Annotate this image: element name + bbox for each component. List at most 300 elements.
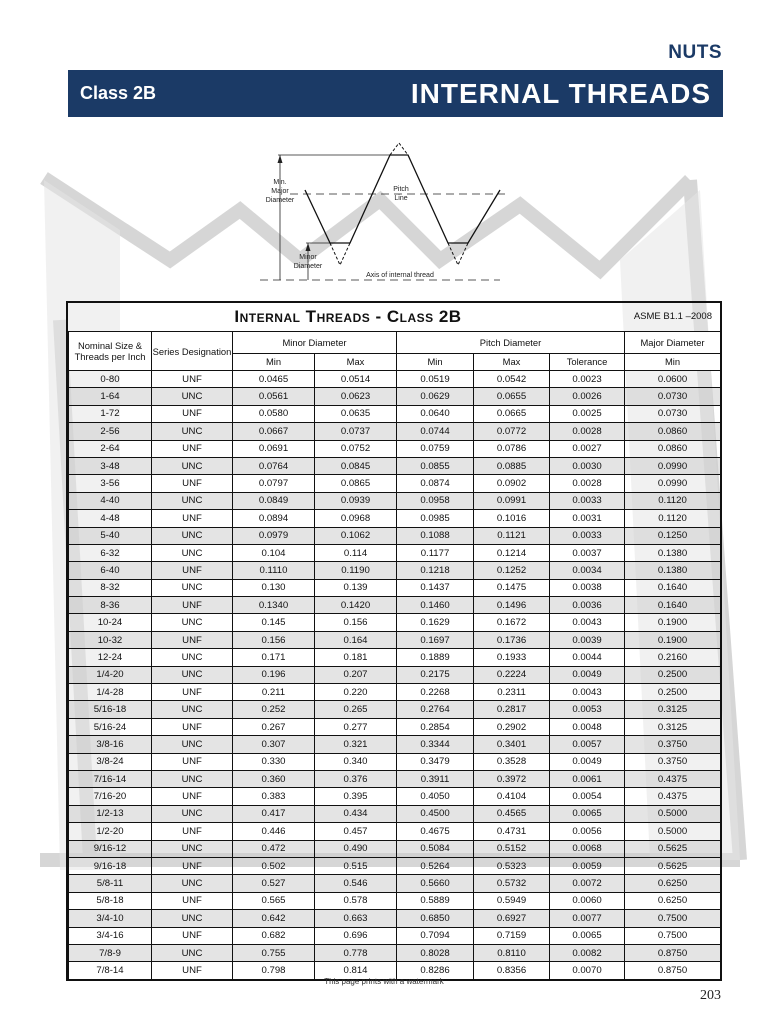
table-title: Internal Threads - Class 2B [234, 307, 462, 326]
cell-minor-max: 0.1190 [315, 562, 397, 579]
cell-pitch-max: 0.0902 [474, 475, 550, 492]
header-minor-min: Min [233, 353, 315, 370]
cell-major-min: 0.5000 [625, 823, 721, 840]
cell-pitch-min: 0.0629 [397, 388, 474, 405]
cell-minor-max: 0.546 [315, 875, 397, 892]
cell-pitch-max: 0.0665 [474, 405, 550, 422]
cell-nominal-size: 7/16-20 [69, 788, 152, 805]
cell-minor-min: 0.145 [233, 614, 315, 631]
cell-major-min: 0.0860 [625, 423, 721, 440]
cell-major-min: 0.3750 [625, 753, 721, 770]
cell-minor-min: 0.527 [233, 875, 315, 892]
cell-major-min: 0.0730 [625, 388, 721, 405]
cell-minor-min: 0.104 [233, 544, 315, 561]
cell-nominal-size: 1/4-28 [69, 684, 152, 701]
cell-minor-max: 0.778 [315, 944, 397, 961]
cell-pitch-max: 0.7159 [474, 927, 550, 944]
cell-major-min: 0.8750 [625, 944, 721, 961]
cell-nominal-size: 7/16-14 [69, 770, 152, 787]
cell-tolerance: 0.0082 [550, 944, 625, 961]
cell-major-min: 0.7500 [625, 927, 721, 944]
cell-major-min: 0.6250 [625, 875, 721, 892]
cell-minor-min: 0.682 [233, 927, 315, 944]
cell-nominal-size: 3/4-10 [69, 910, 152, 927]
cell-pitch-max: 0.0786 [474, 440, 550, 457]
cell-minor-min: 0.360 [233, 770, 315, 787]
cell-tolerance: 0.0023 [550, 371, 625, 388]
cell-series: UNF [152, 718, 233, 735]
title-banner [68, 70, 723, 117]
cell-series: UNC [152, 701, 233, 718]
table-row [69, 701, 721, 718]
cell-major-min: 0.6250 [625, 892, 721, 909]
cell-minor-max: 0.156 [315, 614, 397, 631]
cell-pitch-min: 0.0519 [397, 371, 474, 388]
cell-pitch-max: 0.4731 [474, 823, 550, 840]
cell-major-min: 0.0860 [625, 440, 721, 457]
cell-minor-min: 0.0667 [233, 423, 315, 440]
table-row [69, 544, 721, 561]
cell-minor-max: 0.1420 [315, 597, 397, 614]
cell-series: UNC [152, 457, 233, 474]
cell-minor-max: 0.0939 [315, 492, 397, 509]
cell-minor-min: 0.446 [233, 823, 315, 840]
cell-major-min: 0.3125 [625, 701, 721, 718]
cell-minor-min: 0.330 [233, 753, 315, 770]
cell-nominal-size: 1-72 [69, 405, 152, 422]
cell-minor-min: 0.383 [233, 788, 315, 805]
cell-series: UNC [152, 910, 233, 927]
cell-major-min: 0.0990 [625, 457, 721, 474]
cell-minor-max: 0.220 [315, 684, 397, 701]
cell-pitch-max: 0.4565 [474, 805, 550, 822]
header-nominal: Nominal Size & Threads per Inch [69, 332, 152, 371]
cell-tolerance: 0.0057 [550, 736, 625, 753]
cell-nominal-size: 1/2-20 [69, 823, 152, 840]
cell-major-min: 0.1380 [625, 562, 721, 579]
table-row [69, 736, 721, 753]
page-title: INTERNAL THREADS [410, 78, 711, 109]
cell-pitch-min: 0.4675 [397, 823, 474, 840]
cell-series: UNF [152, 631, 233, 648]
table-row [69, 944, 721, 961]
cell-tolerance: 0.0037 [550, 544, 625, 561]
cell-tolerance: 0.0030 [550, 457, 625, 474]
cell-tolerance: 0.0036 [550, 597, 625, 614]
cell-minor-max: 0.265 [315, 701, 397, 718]
cell-major-min: 0.2500 [625, 666, 721, 683]
axis-label: Axis of internal thread [366, 272, 434, 279]
cell-nominal-size: 9/16-12 [69, 840, 152, 857]
cell-tolerance: 0.0027 [550, 440, 625, 457]
table-row [69, 475, 721, 492]
table-row [69, 840, 721, 857]
cell-minor-max: 0.395 [315, 788, 397, 805]
cell-series: UNC [152, 649, 233, 666]
cell-major-min: 0.1640 [625, 579, 721, 596]
cell-minor-max: 0.663 [315, 910, 397, 927]
table-row [69, 597, 721, 614]
cell-pitch-min: 0.6850 [397, 910, 474, 927]
cell-nominal-size: 4-40 [69, 492, 152, 509]
cell-minor-max: 0.0514 [315, 371, 397, 388]
table-row [69, 805, 721, 822]
cell-major-min: 0.1250 [625, 527, 721, 544]
header-pitch-diameter: Pitch Diameter [397, 332, 625, 354]
cell-series: UNF [152, 684, 233, 701]
cell-tolerance: 0.0034 [550, 562, 625, 579]
cell-pitch-max: 0.2902 [474, 718, 550, 735]
cell-tolerance: 0.0060 [550, 892, 625, 909]
min-major-diameter-label-3: Diameter [265, 197, 295, 204]
cell-minor-min: 0.0849 [233, 492, 315, 509]
cell-pitch-max: 0.8356 [474, 962, 550, 979]
cell-pitch-min: 0.8028 [397, 944, 474, 961]
cell-minor-min: 0.1110 [233, 562, 315, 579]
cell-series: UNC [152, 805, 233, 822]
header-major-diameter: Major Diameter [625, 332, 721, 354]
cell-nominal-size: 3-56 [69, 475, 152, 492]
cell-minor-max: 0.181 [315, 649, 397, 666]
cell-series: UNF [152, 823, 233, 840]
table-row [69, 614, 721, 631]
table-row [69, 371, 721, 388]
section-label: NUTS [668, 42, 722, 63]
cell-nominal-size: 10-24 [69, 614, 152, 631]
cell-pitch-max: 0.0542 [474, 371, 550, 388]
cell-series: UNF [152, 892, 233, 909]
cell-pitch-min: 0.3911 [397, 770, 474, 787]
cell-series: UNF [152, 788, 233, 805]
cell-minor-max: 0.515 [315, 857, 397, 874]
header-pitch-max: Max [474, 353, 550, 370]
cell-pitch-max: 0.5152 [474, 840, 550, 857]
cell-series: UNF [152, 857, 233, 874]
cell-pitch-max: 0.3528 [474, 753, 550, 770]
cell-pitch-max: 0.6927 [474, 910, 550, 927]
cell-minor-max: 0.277 [315, 718, 397, 735]
thread-data-table [68, 331, 721, 980]
cell-minor-min: 0.1340 [233, 597, 315, 614]
cell-minor-max: 0.457 [315, 823, 397, 840]
cell-minor-min: 0.642 [233, 910, 315, 927]
cell-minor-max: 0.0635 [315, 405, 397, 422]
cell-minor-min: 0.171 [233, 649, 315, 666]
cell-series: UNC [152, 840, 233, 857]
cell-nominal-size: 1-64 [69, 388, 152, 405]
table-row [69, 753, 721, 770]
cell-pitch-min: 0.0640 [397, 405, 474, 422]
cell-nominal-size: 5/8-11 [69, 875, 152, 892]
table-row [69, 510, 721, 527]
cell-major-min: 0.0990 [625, 475, 721, 492]
cell-tolerance: 0.0065 [550, 927, 625, 944]
cell-pitch-max: 0.1475 [474, 579, 550, 596]
cell-pitch-min: 0.2268 [397, 684, 474, 701]
cell-nominal-size: 3-48 [69, 457, 152, 474]
min-major-diameter-label: Min. [273, 179, 287, 186]
page-number: 203 [700, 988, 721, 1003]
cell-tolerance: 0.0039 [550, 631, 625, 648]
table-row [69, 892, 721, 909]
cell-minor-min: 0.417 [233, 805, 315, 822]
cell-pitch-min: 0.4500 [397, 805, 474, 822]
cell-series: UNC [152, 736, 233, 753]
cell-minor-max: 0.696 [315, 927, 397, 944]
watermark-note: This page prints with a watermark [324, 977, 444, 986]
cell-series: UNC [152, 875, 233, 892]
cell-nominal-size: 9/16-18 [69, 857, 152, 874]
cell-series: UNC [152, 388, 233, 405]
min-major-diameter-label-2: Major [271, 188, 289, 195]
cell-minor-max: 0.114 [315, 544, 397, 561]
cell-series: UNF [152, 562, 233, 579]
cell-minor-min: 0.755 [233, 944, 315, 961]
cell-tolerance: 0.0043 [550, 614, 625, 631]
table-row [69, 649, 721, 666]
table-row [69, 579, 721, 596]
cell-minor-min: 0.0561 [233, 388, 315, 405]
cell-major-min: 0.4375 [625, 788, 721, 805]
cell-major-min: 0.3125 [625, 718, 721, 735]
cell-tolerance: 0.0061 [550, 770, 625, 787]
cell-minor-min: 0.0797 [233, 475, 315, 492]
cell-pitch-min: 0.1177 [397, 544, 474, 561]
cell-pitch-max: 0.0772 [474, 423, 550, 440]
cell-series: UNF [152, 371, 233, 388]
cell-minor-max: 0.0752 [315, 440, 397, 457]
cell-minor-min: 0.0764 [233, 457, 315, 474]
cell-minor-max: 0.0845 [315, 457, 397, 474]
cell-nominal-size: 5-40 [69, 527, 152, 544]
cell-major-min: 0.5625 [625, 857, 721, 874]
cell-pitch-min: 0.1629 [397, 614, 474, 631]
cell-series: UNF [152, 962, 233, 979]
cell-series: UNF [152, 927, 233, 944]
cell-tolerance: 0.0028 [550, 475, 625, 492]
cell-nominal-size: 5/16-24 [69, 718, 152, 735]
cell-minor-max: 0.1062 [315, 527, 397, 544]
cell-pitch-min: 0.1889 [397, 649, 474, 666]
pitch-line-label: Pitch [393, 186, 409, 193]
minor-diameter-label-2: Diameter [293, 263, 323, 270]
cell-pitch-min: 0.3479 [397, 753, 474, 770]
cell-pitch-min: 0.1437 [397, 579, 474, 596]
cell-tolerance: 0.0031 [550, 510, 625, 527]
table-row [69, 527, 721, 544]
cell-tolerance: 0.0048 [550, 718, 625, 735]
cell-minor-min: 0.211 [233, 684, 315, 701]
table-row [69, 857, 721, 874]
pitch-line-label-2: Line [394, 195, 408, 202]
cell-minor-max: 0.376 [315, 770, 397, 787]
cell-pitch-min: 0.5084 [397, 840, 474, 857]
cell-minor-min: 0.0580 [233, 405, 315, 422]
cell-major-min: 0.4375 [625, 770, 721, 787]
cell-pitch-min: 0.2764 [397, 701, 474, 718]
header-minor-max: Max [315, 353, 397, 370]
cell-nominal-size: 12-24 [69, 649, 152, 666]
cell-major-min: 0.0730 [625, 405, 721, 422]
cell-nominal-size: 3/4-16 [69, 927, 152, 944]
cell-tolerance: 0.0049 [550, 753, 625, 770]
cell-pitch-min: 0.5889 [397, 892, 474, 909]
cell-pitch-max: 0.1121 [474, 527, 550, 544]
cell-minor-max: 0.490 [315, 840, 397, 857]
cell-series: UNF [152, 475, 233, 492]
cell-pitch-min: 0.2175 [397, 666, 474, 683]
cell-series: UNC [152, 527, 233, 544]
table-row [69, 770, 721, 787]
table-row [69, 440, 721, 457]
cell-pitch-max: 0.1016 [474, 510, 550, 527]
cell-major-min: 0.1900 [625, 614, 721, 631]
cell-major-min: 0.2160 [625, 649, 721, 666]
cell-minor-max: 0.814 [315, 962, 397, 979]
cell-pitch-min: 0.2854 [397, 718, 474, 735]
table-row [69, 405, 721, 422]
cell-pitch-max: 0.5949 [474, 892, 550, 909]
table-row [69, 927, 721, 944]
cell-pitch-min: 0.1088 [397, 527, 474, 544]
cell-tolerance: 0.0033 [550, 527, 625, 544]
cell-pitch-max: 0.3972 [474, 770, 550, 787]
cell-major-min: 0.8750 [625, 962, 721, 979]
cell-pitch-max: 0.0885 [474, 457, 550, 474]
cell-minor-min: 0.156 [233, 631, 315, 648]
cell-series: UNF [152, 440, 233, 457]
cell-nominal-size: 8-32 [69, 579, 152, 596]
table-row [69, 562, 721, 579]
cell-minor-min: 0.267 [233, 718, 315, 735]
cell-nominal-size: 3/8-16 [69, 736, 152, 753]
cell-pitch-max: 0.2311 [474, 684, 550, 701]
cell-series: UNC [152, 770, 233, 787]
minor-diameter-label: Minor [299, 254, 317, 261]
cell-nominal-size: 1/2-13 [69, 805, 152, 822]
cell-series: UNC [152, 544, 233, 561]
cell-series: UNC [152, 614, 233, 631]
cell-nominal-size: 10-32 [69, 631, 152, 648]
cell-minor-min: 0.565 [233, 892, 315, 909]
cell-tolerance: 0.0059 [550, 857, 625, 874]
cell-minor-min: 0.0979 [233, 527, 315, 544]
cell-minor-max: 0.0865 [315, 475, 397, 492]
cell-pitch-max: 0.1672 [474, 614, 550, 631]
cell-pitch-min: 0.3344 [397, 736, 474, 753]
cell-nominal-size: 6-32 [69, 544, 152, 561]
table-row [69, 875, 721, 892]
cell-pitch-max: 0.5732 [474, 875, 550, 892]
cell-tolerance: 0.0026 [550, 388, 625, 405]
cell-pitch-min: 0.0744 [397, 423, 474, 440]
cell-tolerance: 0.0043 [550, 684, 625, 701]
cell-major-min: 0.5000 [625, 805, 721, 822]
cell-major-min: 0.1120 [625, 492, 721, 509]
cell-nominal-size: 2-64 [69, 440, 152, 457]
cell-pitch-min: 0.0985 [397, 510, 474, 527]
cell-nominal-size: 0-80 [69, 371, 152, 388]
cell-series: UNC [152, 579, 233, 596]
cell-pitch-min: 0.0958 [397, 492, 474, 509]
table-row [69, 684, 721, 701]
cell-pitch-min: 0.1218 [397, 562, 474, 579]
cell-tolerance: 0.0056 [550, 823, 625, 840]
cell-pitch-min: 0.0759 [397, 440, 474, 457]
cell-tolerance: 0.0049 [550, 666, 625, 683]
cell-nominal-size: 5/8-18 [69, 892, 152, 909]
cell-major-min: 0.1640 [625, 597, 721, 614]
cell-tolerance: 0.0038 [550, 579, 625, 596]
cell-tolerance: 0.0053 [550, 701, 625, 718]
cell-minor-max: 0.0968 [315, 510, 397, 527]
cell-major-min: 0.1900 [625, 631, 721, 648]
cell-series: UNC [152, 666, 233, 683]
cell-pitch-max: 0.1214 [474, 544, 550, 561]
cell-pitch-min: 0.1460 [397, 597, 474, 614]
cell-pitch-min: 0.7094 [397, 927, 474, 944]
cell-nominal-size: 7/8-14 [69, 962, 152, 979]
cell-tolerance: 0.0033 [550, 492, 625, 509]
cell-minor-max: 0.139 [315, 579, 397, 596]
cell-minor-max: 0.207 [315, 666, 397, 683]
cell-major-min: 0.3750 [625, 736, 721, 753]
header-major-min: Min [625, 353, 721, 370]
cell-minor-max: 0.321 [315, 736, 397, 753]
cell-tolerance: 0.0065 [550, 805, 625, 822]
cell-tolerance: 0.0028 [550, 423, 625, 440]
cell-minor-max: 0.340 [315, 753, 397, 770]
class-label: Class 2B [80, 83, 157, 103]
internal-threads-table [66, 301, 722, 981]
cell-pitch-max: 0.1736 [474, 631, 550, 648]
cell-pitch-max: 0.1933 [474, 649, 550, 666]
cell-pitch-max: 0.2817 [474, 701, 550, 718]
cell-pitch-max: 0.3401 [474, 736, 550, 753]
cell-minor-max: 0.578 [315, 892, 397, 909]
cell-pitch-max: 0.4104 [474, 788, 550, 805]
cell-nominal-size: 6-40 [69, 562, 152, 579]
cell-pitch-max: 0.1252 [474, 562, 550, 579]
cell-pitch-max: 0.8110 [474, 944, 550, 961]
cell-minor-min: 0.472 [233, 840, 315, 857]
cell-minor-min: 0.252 [233, 701, 315, 718]
cell-series: UNF [152, 510, 233, 527]
cell-minor-min: 0.0691 [233, 440, 315, 457]
cell-pitch-max: 0.0991 [474, 492, 550, 509]
cell-pitch-min: 0.1697 [397, 631, 474, 648]
table-row [69, 666, 721, 683]
cell-tolerance: 0.0044 [550, 649, 625, 666]
thread-profile-diagram [250, 135, 510, 285]
cell-minor-min: 0.130 [233, 579, 315, 596]
cell-nominal-size: 3/8-24 [69, 753, 152, 770]
table-row [69, 388, 721, 405]
table-title-bar [68, 303, 720, 332]
cell-series: UNF [152, 753, 233, 770]
cell-pitch-min: 0.0874 [397, 475, 474, 492]
cell-major-min: 0.2500 [625, 684, 721, 701]
cell-pitch-max: 0.2224 [474, 666, 550, 683]
table-row [69, 492, 721, 509]
cell-pitch-min: 0.5660 [397, 875, 474, 892]
cell-major-min: 0.1120 [625, 510, 721, 527]
cell-minor-min: 0.502 [233, 857, 315, 874]
cell-series: UNC [152, 944, 233, 961]
table-row [69, 788, 721, 805]
cell-major-min: 0.0600 [625, 371, 721, 388]
cell-nominal-size: 8-36 [69, 597, 152, 614]
